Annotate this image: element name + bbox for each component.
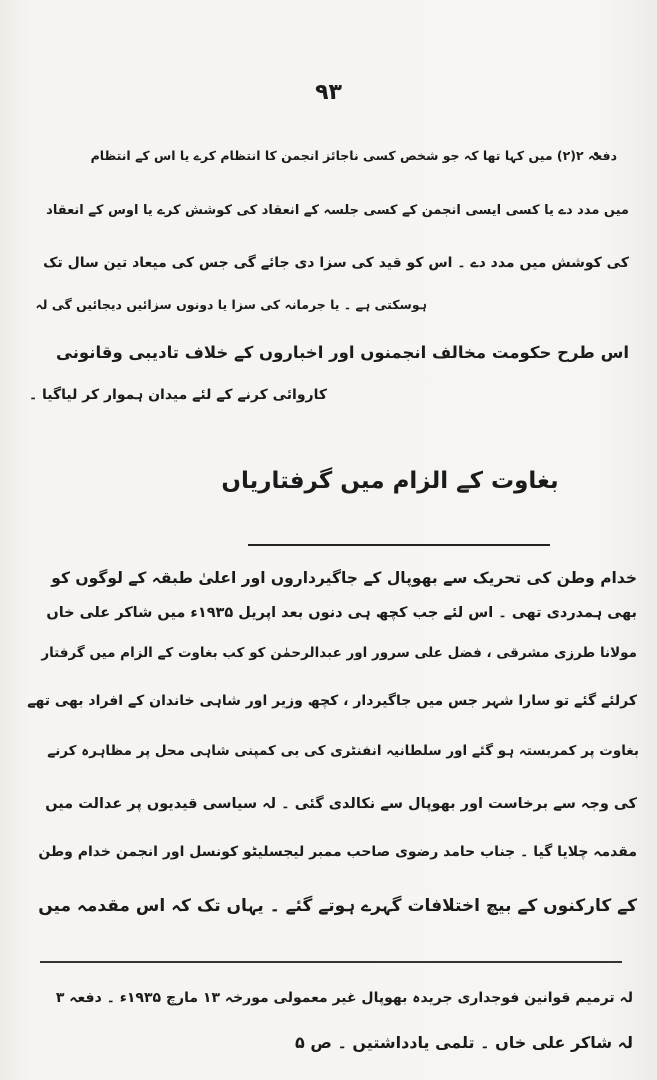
- footnote-2: لہ شاکر علی خاں ۔ تلمی یادداشتیں ۔ ص ۵: [295, 1033, 633, 1052]
- paragraph1-line-1: دفعہ ۲(۲) میں کہا تھا کہ جو شخص کسی ناجائز انجمن کا انتظام کرے یا اس کے انتظام: [90, 148, 617, 163]
- paragraph1-line-3: کی کوشش میں مدد دے ۔ اس کو قید کی سزا دی جائے گی جس کی میعاد تین سال تک: [43, 255, 629, 271]
- paragraph1-line-4: ہوسکتی ہے ۔ یا جرمانہ کی سزا یا دونوں سزائیں دیجائیں گی لہ: [35, 297, 427, 312]
- section-heading: بغاوت کے الزام میں گرفتاریاں: [221, 468, 559, 494]
- paragraph2-line-1: اس طرح حکومت مخالف انجمنوں اور اخباروں کے خلاف تادیبی وقانونی: [56, 343, 629, 362]
- paragraph3-line-3: مولانا طرزی مشرقی ، فضل علی سرور اور عبدالرحمٰن کو کب بغاوت کے الزام میں گرفتار: [41, 645, 637, 661]
- page-number: ۹۳: [315, 80, 342, 105]
- paragraph2-line-2: کاروائی کرنے کے لئے میدان ہموار کر لیاگیا ۔: [28, 387, 327, 403]
- footnote-separator: [40, 961, 622, 963]
- heading-underline: [248, 544, 550, 546]
- paragraph1-line-2: میں مدد دے یا کسی ایسی انجمن کے کسی جلسہ کے انعقاد کی کوشش کرے یا اوس کے انعقاد: [46, 203, 629, 218]
- paragraph3-line-6: کی وجہ سے برخاست اور بھوپال سے نکالدی گئی ۔ لہ سیاسی قیدیوں پر عدالت میں: [45, 796, 637, 812]
- paragraph3-line-4: کرلئے گئے تو سارا شہر جس میں جاگیردار ، کچھ وزیر اور شاہی خاندان کے افراد بھی تھے: [27, 693, 637, 709]
- paragraph3-line-5: بغاوت پر کمربستہ ہو گئے اور سلطانیہ انفنٹری کی بی کمپنی شاہی محل پر مظاہرہ کرنے: [47, 743, 639, 759]
- paragraph3-line-1: خدام وطن کی تحریک سے بھوپال کے جاگیرداروں اور اعلیٰ طبقہ کے لوگوں کو: [51, 569, 637, 587]
- paragraph3-line-7: مقدمہ چلایا گیا ۔ جناب حامد رضوی صاحب ممبر لیجسلیٹو کونسل اور انجمن خدام وطن: [38, 844, 637, 860]
- footnote-1: لہ ترمیم قوانین فوجداری جریدہ بھوپال غیر معمولی مورخہ ۱۳ مارچ ۱۹۳۵ء ۔ دفعہ ۳: [55, 990, 633, 1006]
- paragraph3-line-8: کے کارکنوں کے بیچ اختلافات گہرے ہوتے گئے ۔ یہاں تک کہ اس مقدمہ میں: [38, 896, 637, 916]
- paragraph3-line-2: بھی ہمدردی تھی ۔ اس لئے جب کچھ ہی دنوں بعد اپریل ۱۹۳۵ء میں شاکر علی خاں: [46, 605, 637, 621]
